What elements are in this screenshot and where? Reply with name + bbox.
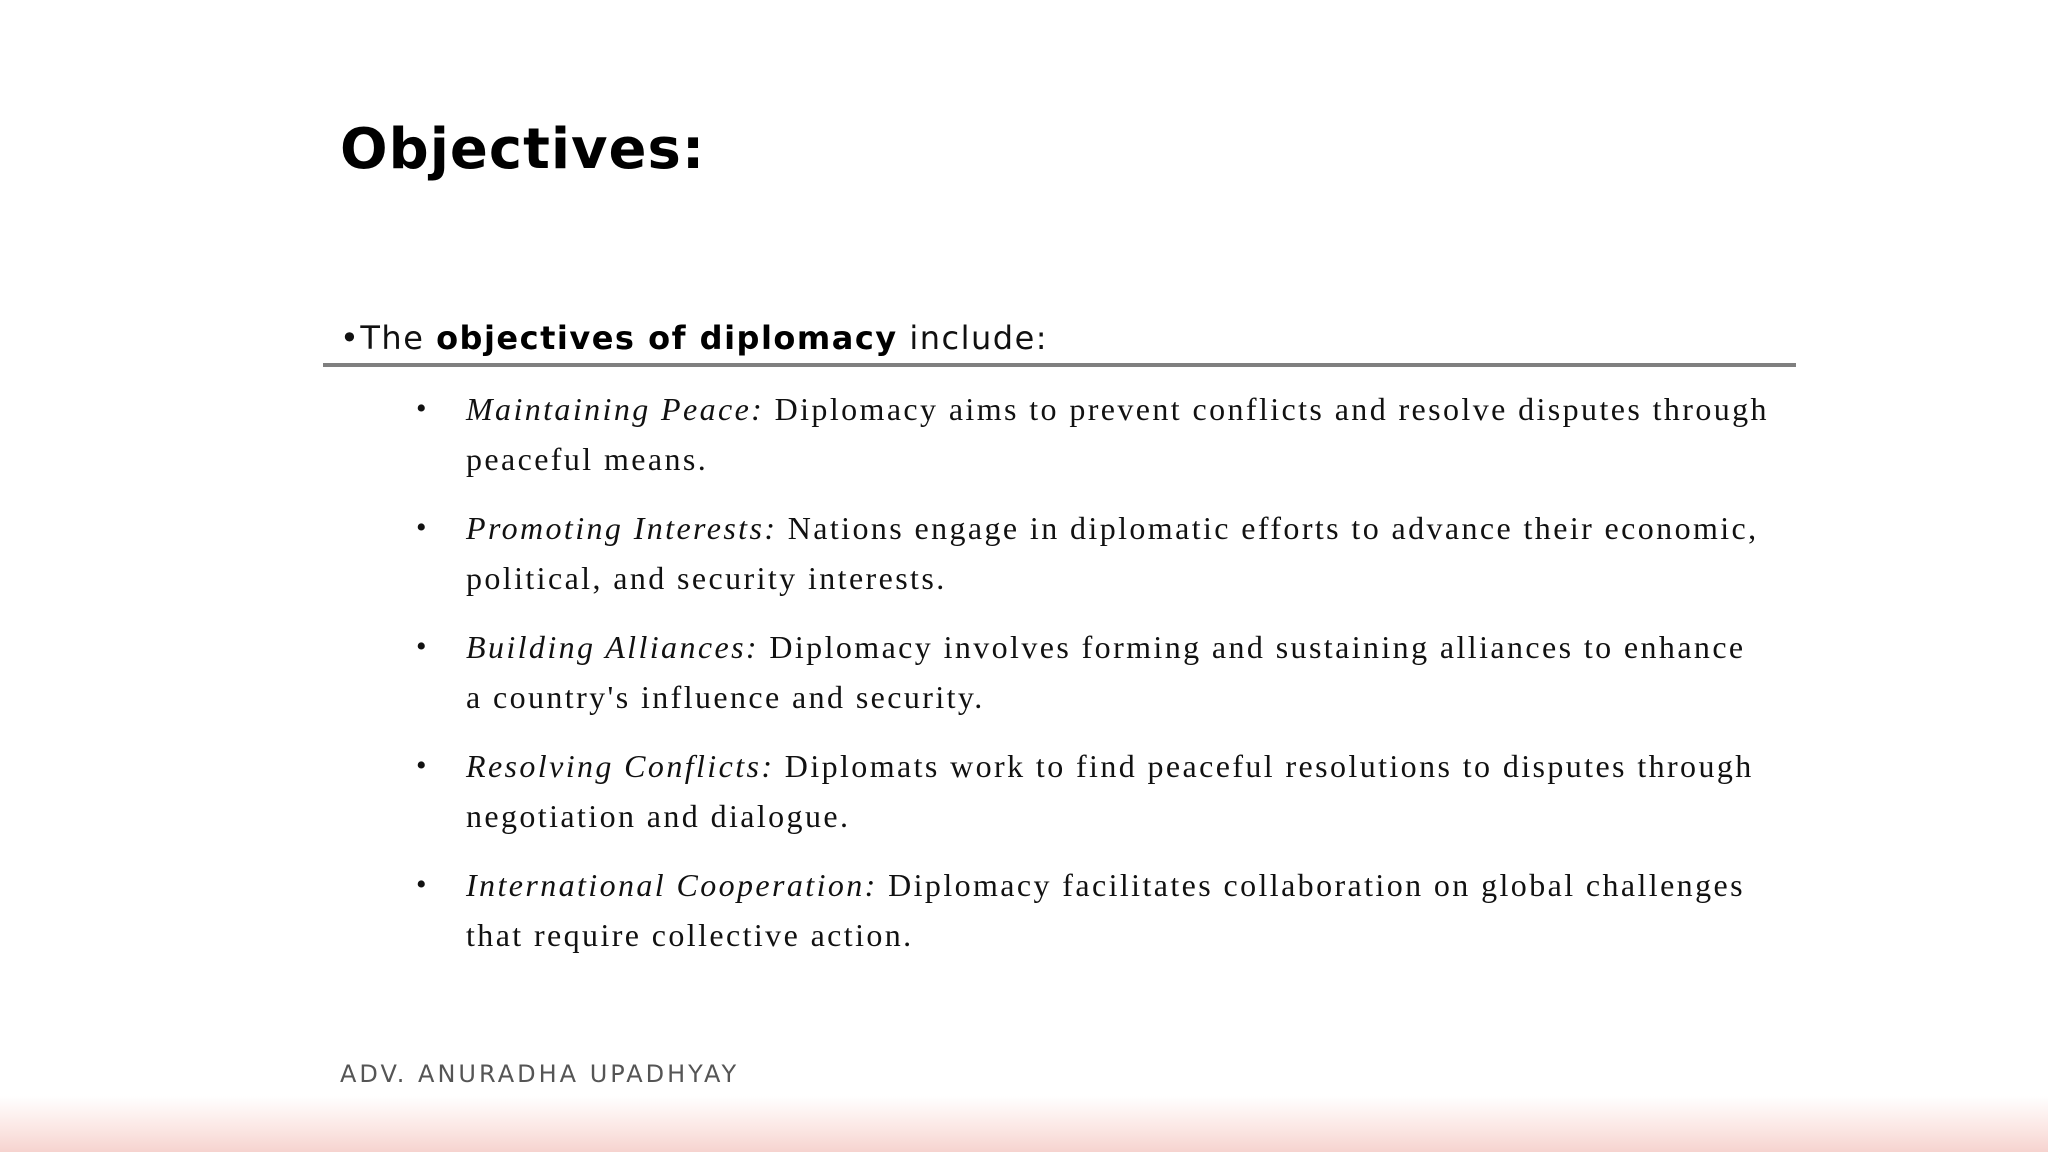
objective-text: Diplomacy aims to prevent conflicts and resolve disputes through peaceful means. (466, 391, 1769, 477)
objective-text: Diplomacy facilitates collaboration on global challenges that require collective action. (466, 867, 1745, 953)
objective-item (410, 860, 1770, 960)
objective-term: International Cooperation: (466, 867, 878, 903)
objective-text: Nations engage in diplomatic efforts to advance their economic, political, and security interests. (466, 510, 1759, 596)
bullet-icon: • (416, 511, 429, 544)
objective-text: Diplomats work to find peaceful resolutions to disputes through negotiation and dialogue. (466, 748, 1754, 834)
intro-prefix: The (360, 319, 437, 357)
objective-item (410, 384, 1770, 484)
bullet-icon: • (416, 392, 429, 425)
footer-author: ADV. ANURADHA UPADHYAY (340, 1060, 740, 1088)
objective-text: Diplomacy involves forming and sustaining alliances to enhance a country's influence and security. (466, 629, 1746, 715)
objective-term: Resolving Conflicts: (466, 748, 775, 784)
bullet-icon: • (416, 749, 429, 782)
intro-line (340, 316, 1048, 360)
objective-term: Promoting Interests: (466, 510, 778, 546)
objective-item (410, 741, 1770, 841)
intro-suffix: include: (897, 319, 1049, 357)
objective-term: Maintaining Peace: (466, 391, 765, 427)
bottom-accent-band (0, 1096, 2048, 1152)
slide-title: Objectives: (340, 117, 706, 182)
bullet-icon: • (416, 868, 429, 901)
divider-line (323, 363, 1796, 367)
objective-term: Building Alliances: (466, 629, 759, 665)
objective-item (410, 622, 1770, 722)
intro-bullet: • (340, 319, 361, 357)
bullet-icon: • (416, 630, 429, 663)
intro-emphasis: objectives of diplomacy (436, 319, 898, 357)
objective-item (410, 503, 1770, 603)
objectives-list (410, 384, 1770, 979)
